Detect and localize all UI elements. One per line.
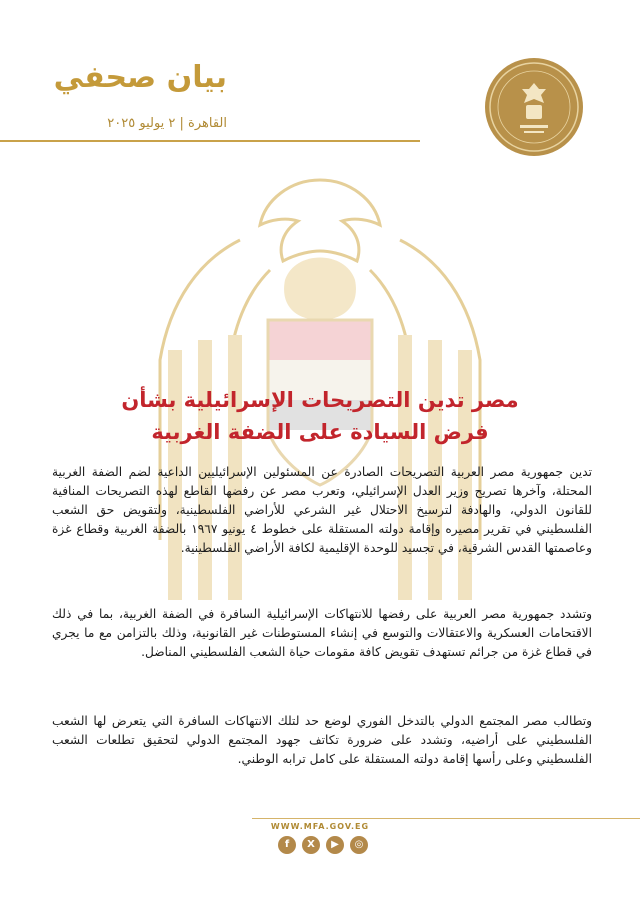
headline-line-1: مصر تدين التصريحات الإسرائيلية بشأن [121,388,519,412]
header-divider [0,140,420,142]
footer-divider [252,818,640,819]
body-paragraph-1: تدين جمهورية مصر العربية التصريحات الصادرة عن المسئولين الإسرائيليين الداعية لضم الضفة الغربية المحتلة، وآخرها تصريح وزير العدل الإسرائيلي، وتعرب مصر عن رفضها القاطع لهذه التصريحات المنافية للقانون الدولي، والهادفة لترسيخ الاحتلال غير الشرعي للأراضي الفلسطينية، ولتقويض حق الشعب الفلسطيني في تقرير مصيره وإقامة دولته المستقلة على خطوط ٤ يونيو ١٩٦٧ بالضفة الغربية وقطاع غزة وعاصمتها القدس الشرقية، في تجسيد للوحدة الإقليمية لكافة الأراضي الفلسطينية. [52,465,593,555]
ministry-seal-logo [482,55,586,159]
document-type-title: بيان صحفي [53,60,227,95]
youtube-icon[interactable]: ▶ [326,836,344,854]
body-paragraph-2: وتشدد جمهورية مصر العربية على رفضها للانتهاكات الإسرائيلية السافرة في الضفة الغربية، بما في ذلك الاقتحامات العسكرية والاعتقالات والتوسع في إنشاء المستوطنات غير القانونية، وذلك بالتزامن مع ما يجري في قطاع غزة من جرائم تستهدف تقويض كافة مقومات حياة الشعب الفلسطيني المناضل. [52,607,592,659]
x-icon[interactable]: X [302,836,320,854]
body-paragraph-3: وتطالب مصر المجتمع الدولي بالتدخل الفوري لوضع حد لتلك الانتهاكات السافرة التي يتعرض لها الشعب الفلسطيني على أراضيه، وتشدد على ضرورة تكاتف جهود المجتمع الدولي لتحقيق تطلعات الشعب الفلسطيني وعلى رأسها إقامة دولته المستقلة على كامل ترابه الوطني. [52,714,592,766]
instagram-icon[interactable]: ◎ [350,836,368,854]
website-url[interactable]: WWW.MFA.GOV.EG [270,822,370,831]
facebook-icon[interactable]: f [278,836,296,854]
headline-line-2: فرض السيادة على الضفة الغربية [151,420,489,444]
date-line: القاهرة | ٢ يوليو ٢٠٢٥ [107,116,227,131]
